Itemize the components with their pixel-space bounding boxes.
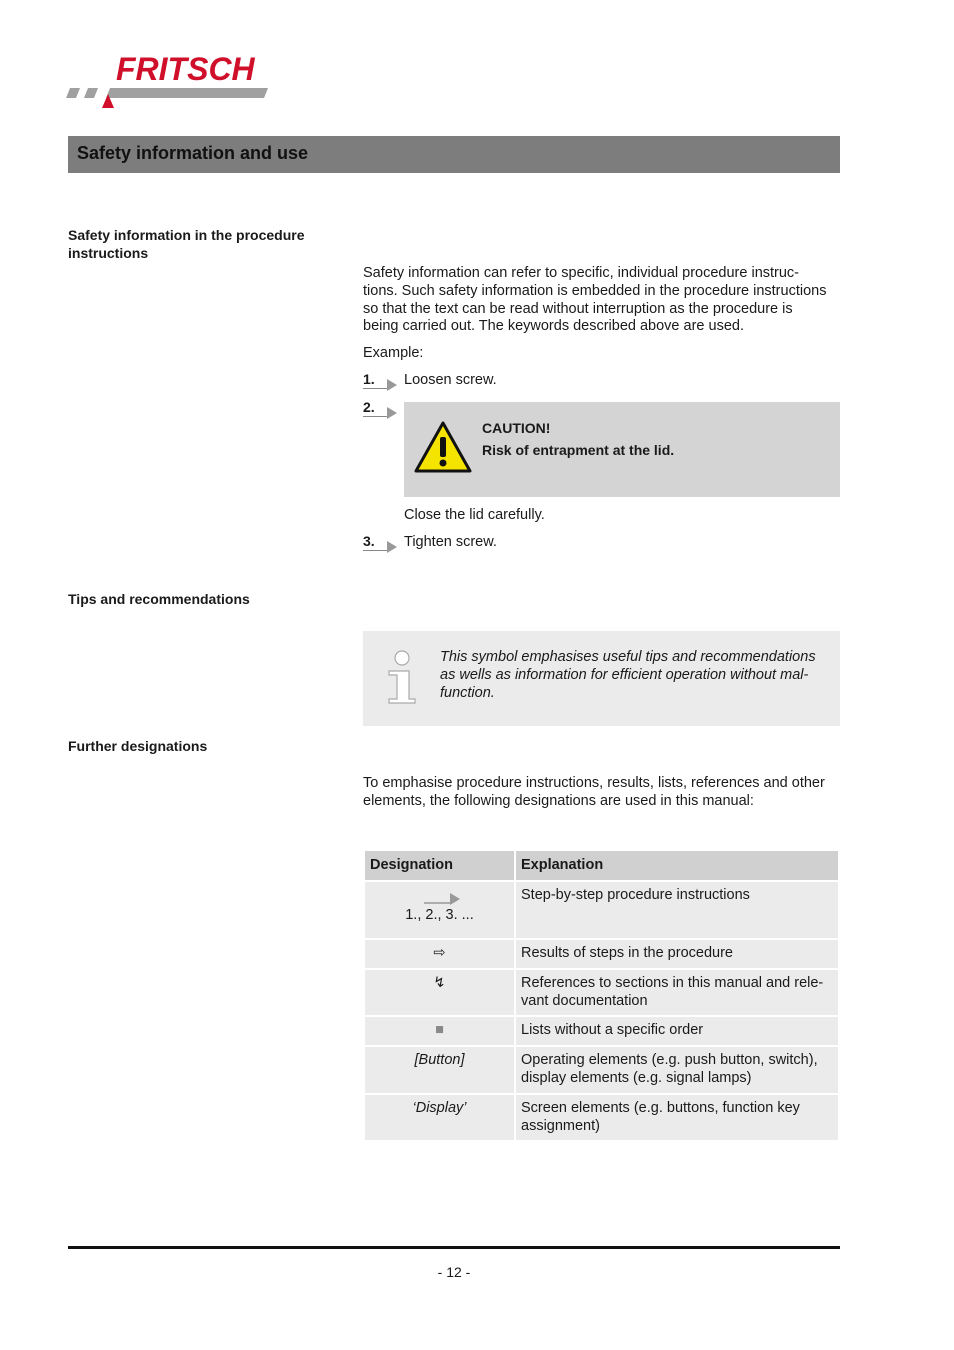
column-header-explanation: Explanation [516, 851, 838, 880]
step-marker-1: 1. [363, 371, 399, 391]
square-bullet-icon: ■ [365, 1017, 514, 1045]
step-arrow-icon [424, 891, 460, 905]
procedure-heading: Safety information in the procedure instructions [68, 227, 305, 261]
table-row: ⇨ Results of steps in the procedure [365, 940, 838, 968]
caution-message: Risk of entrapment at the lid. [482, 442, 675, 458]
step-arrow-icon [387, 379, 397, 391]
footer-divider [68, 1246, 840, 1249]
logo-wordmark: FRITSCH [116, 52, 255, 87]
column-header-designation: Designation [365, 851, 514, 880]
tips-text: This symbol emphasises useful tips and recommendations as wells as information for efficient operation without mal- function. [440, 649, 816, 701]
step-text-1: Loosen screw. [404, 372, 497, 388]
result-arrow-icon: ⇨ [365, 940, 514, 968]
table-row: ↯ References to sections in this manual and rele- vant documentation [365, 970, 838, 1016]
step-arrow-icon [387, 541, 397, 553]
example-label: Example: [363, 345, 424, 361]
section-header [68, 136, 840, 173]
table-row: ■ Lists without a specific order [365, 1017, 838, 1045]
step-marker-3: 3. [363, 533, 399, 553]
reference-icon: ↯ [365, 970, 514, 1016]
page-number: - 12 - [437, 1264, 471, 1280]
step-marker-2: 2. [363, 399, 399, 419]
table-header-row [365, 851, 838, 880]
table-row: ‘Display’ Screen elements (e.g. buttons, function key assignment) [365, 1095, 838, 1141]
fritsch-logo [66, 52, 286, 112]
warning-triangle-icon [414, 421, 472, 473]
step-text-3: Tighten screw. [404, 534, 497, 550]
table-row: 1., 2., 3. ... Step-by-step procedure instructions [365, 882, 838, 938]
tips-box [363, 631, 840, 726]
further-paragraph: To emphasise procedure instructions, results, lists, references and other elements, the following designations are used in this manual: [363, 775, 825, 809]
caution-keyword: CAUTION! [482, 420, 551, 436]
caution-box [404, 402, 840, 497]
section-title: Safety information and use [77, 143, 309, 163]
table-row: [Button] Operating elements (e.g. push button, switch), display elements (e.g. signal lamps) [365, 1047, 838, 1093]
step-arrow-icon [387, 407, 397, 419]
designations-table [363, 849, 840, 1142]
procedure-paragraph: Safety information can refer to specific, individual procedure instruc- tions. Such safety information is embedded in the procedure instructions so that the text can be read without interruption as the procedure is being carried out. The keywords described above are used. [363, 265, 827, 335]
further-heading: Further designations [68, 738, 208, 754]
step-text-2: Close the lid carefully. [404, 507, 545, 523]
info-icon [385, 649, 419, 705]
tips-heading: Tips and recommendations [68, 591, 250, 607]
